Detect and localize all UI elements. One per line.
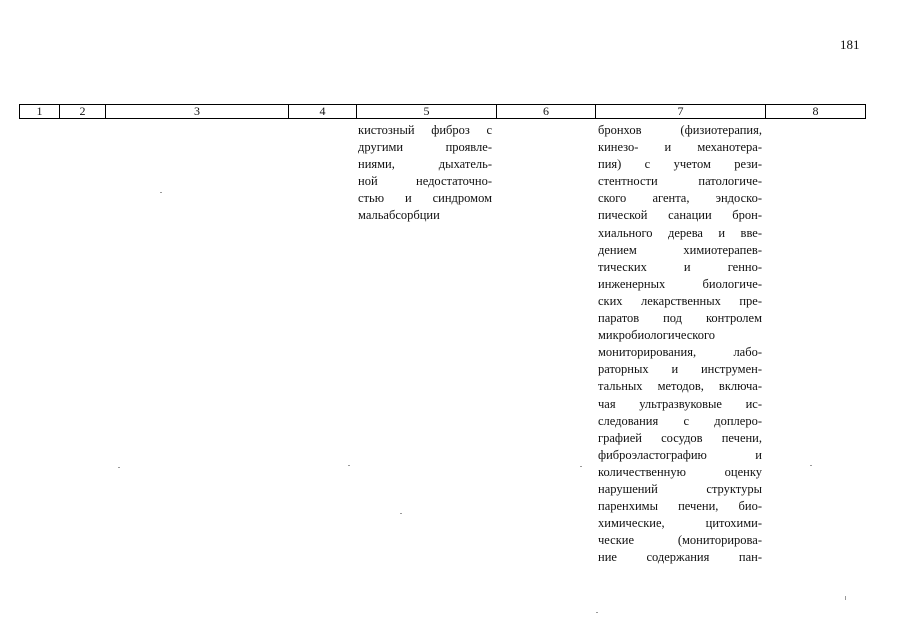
text-line: чая ультразвуковые ис- <box>598 396 762 411</box>
text-line: фиброэластографию и <box>598 447 762 462</box>
header-cell-4: 4 <box>289 105 357 118</box>
text-line: раторных и инструмен- <box>598 362 762 377</box>
table-header-row <box>19 104 866 119</box>
header-cell-8: 8 <box>812 104 819 118</box>
text-line: ной недостаточно- <box>358 174 492 189</box>
text-line: мониторирования, лабо- <box>598 345 762 360</box>
text-line: следования с доплеро- <box>598 413 762 428</box>
header-cell-1: 1 <box>20 105 60 118</box>
text-line: паренхимы печени, био- <box>598 499 762 514</box>
text-line: ниями, дыхатель- <box>358 157 492 172</box>
text-line: кинезо- и механотера- <box>598 140 762 155</box>
text-line: тальных методов, включа- <box>598 379 762 394</box>
text-line: ского агента, эндоско- <box>598 191 762 206</box>
text-line: химические, цитохими- <box>598 516 762 531</box>
header-cell-2: 2 <box>60 105 106 118</box>
text-line: количественную оценку <box>598 464 762 479</box>
scan-speck <box>596 612 598 613</box>
text-line: хиального дерева и вве- <box>598 225 762 240</box>
text-line: инженерных биологиче- <box>598 276 762 291</box>
scan-speck <box>810 465 812 466</box>
header-cell-6: 6 <box>497 105 596 118</box>
text-line: другими проявле- <box>358 140 492 155</box>
text-line: бронхов (физиотерапия, <box>598 123 762 137</box>
text-line: дением химиотерапев- <box>598 242 762 257</box>
text-line: стентности патологиче- <box>598 174 762 189</box>
text-line: пической санации брон- <box>598 208 762 223</box>
header-cell-7: 7 <box>596 105 766 118</box>
text-line: ских лекарственных пре- <box>598 293 762 308</box>
header-cell-3: 3 <box>106 105 289 118</box>
text-line: графией сосудов печени, <box>598 430 762 445</box>
scan-speck <box>845 596 846 600</box>
text-line: микробиологического <box>598 328 716 343</box>
text-line: кистозный фиброз с <box>358 123 492 137</box>
scan-speck <box>160 192 162 193</box>
text-line: стью и синдромом <box>358 191 492 206</box>
text-line: ческие (мониторирова- <box>598 533 762 548</box>
column-5-text <box>358 122 492 225</box>
column-7-text <box>598 122 762 566</box>
text-line: паратов под контролем <box>598 311 762 326</box>
scan-speck <box>400 513 402 514</box>
scan-speck <box>580 466 582 467</box>
text-line: мальабсорбции <box>358 208 440 223</box>
page-number: 181 <box>840 37 860 52</box>
text-line: нарушений структуры <box>598 481 762 496</box>
header-cell-5: 5 <box>357 105 497 118</box>
scan-speck <box>348 465 350 466</box>
text-line: пия) с учетом рези- <box>598 157 762 172</box>
scan-speck <box>118 467 120 468</box>
text-line: ние содержания пан- <box>598 550 762 565</box>
text-line: тических и генно- <box>598 259 762 274</box>
